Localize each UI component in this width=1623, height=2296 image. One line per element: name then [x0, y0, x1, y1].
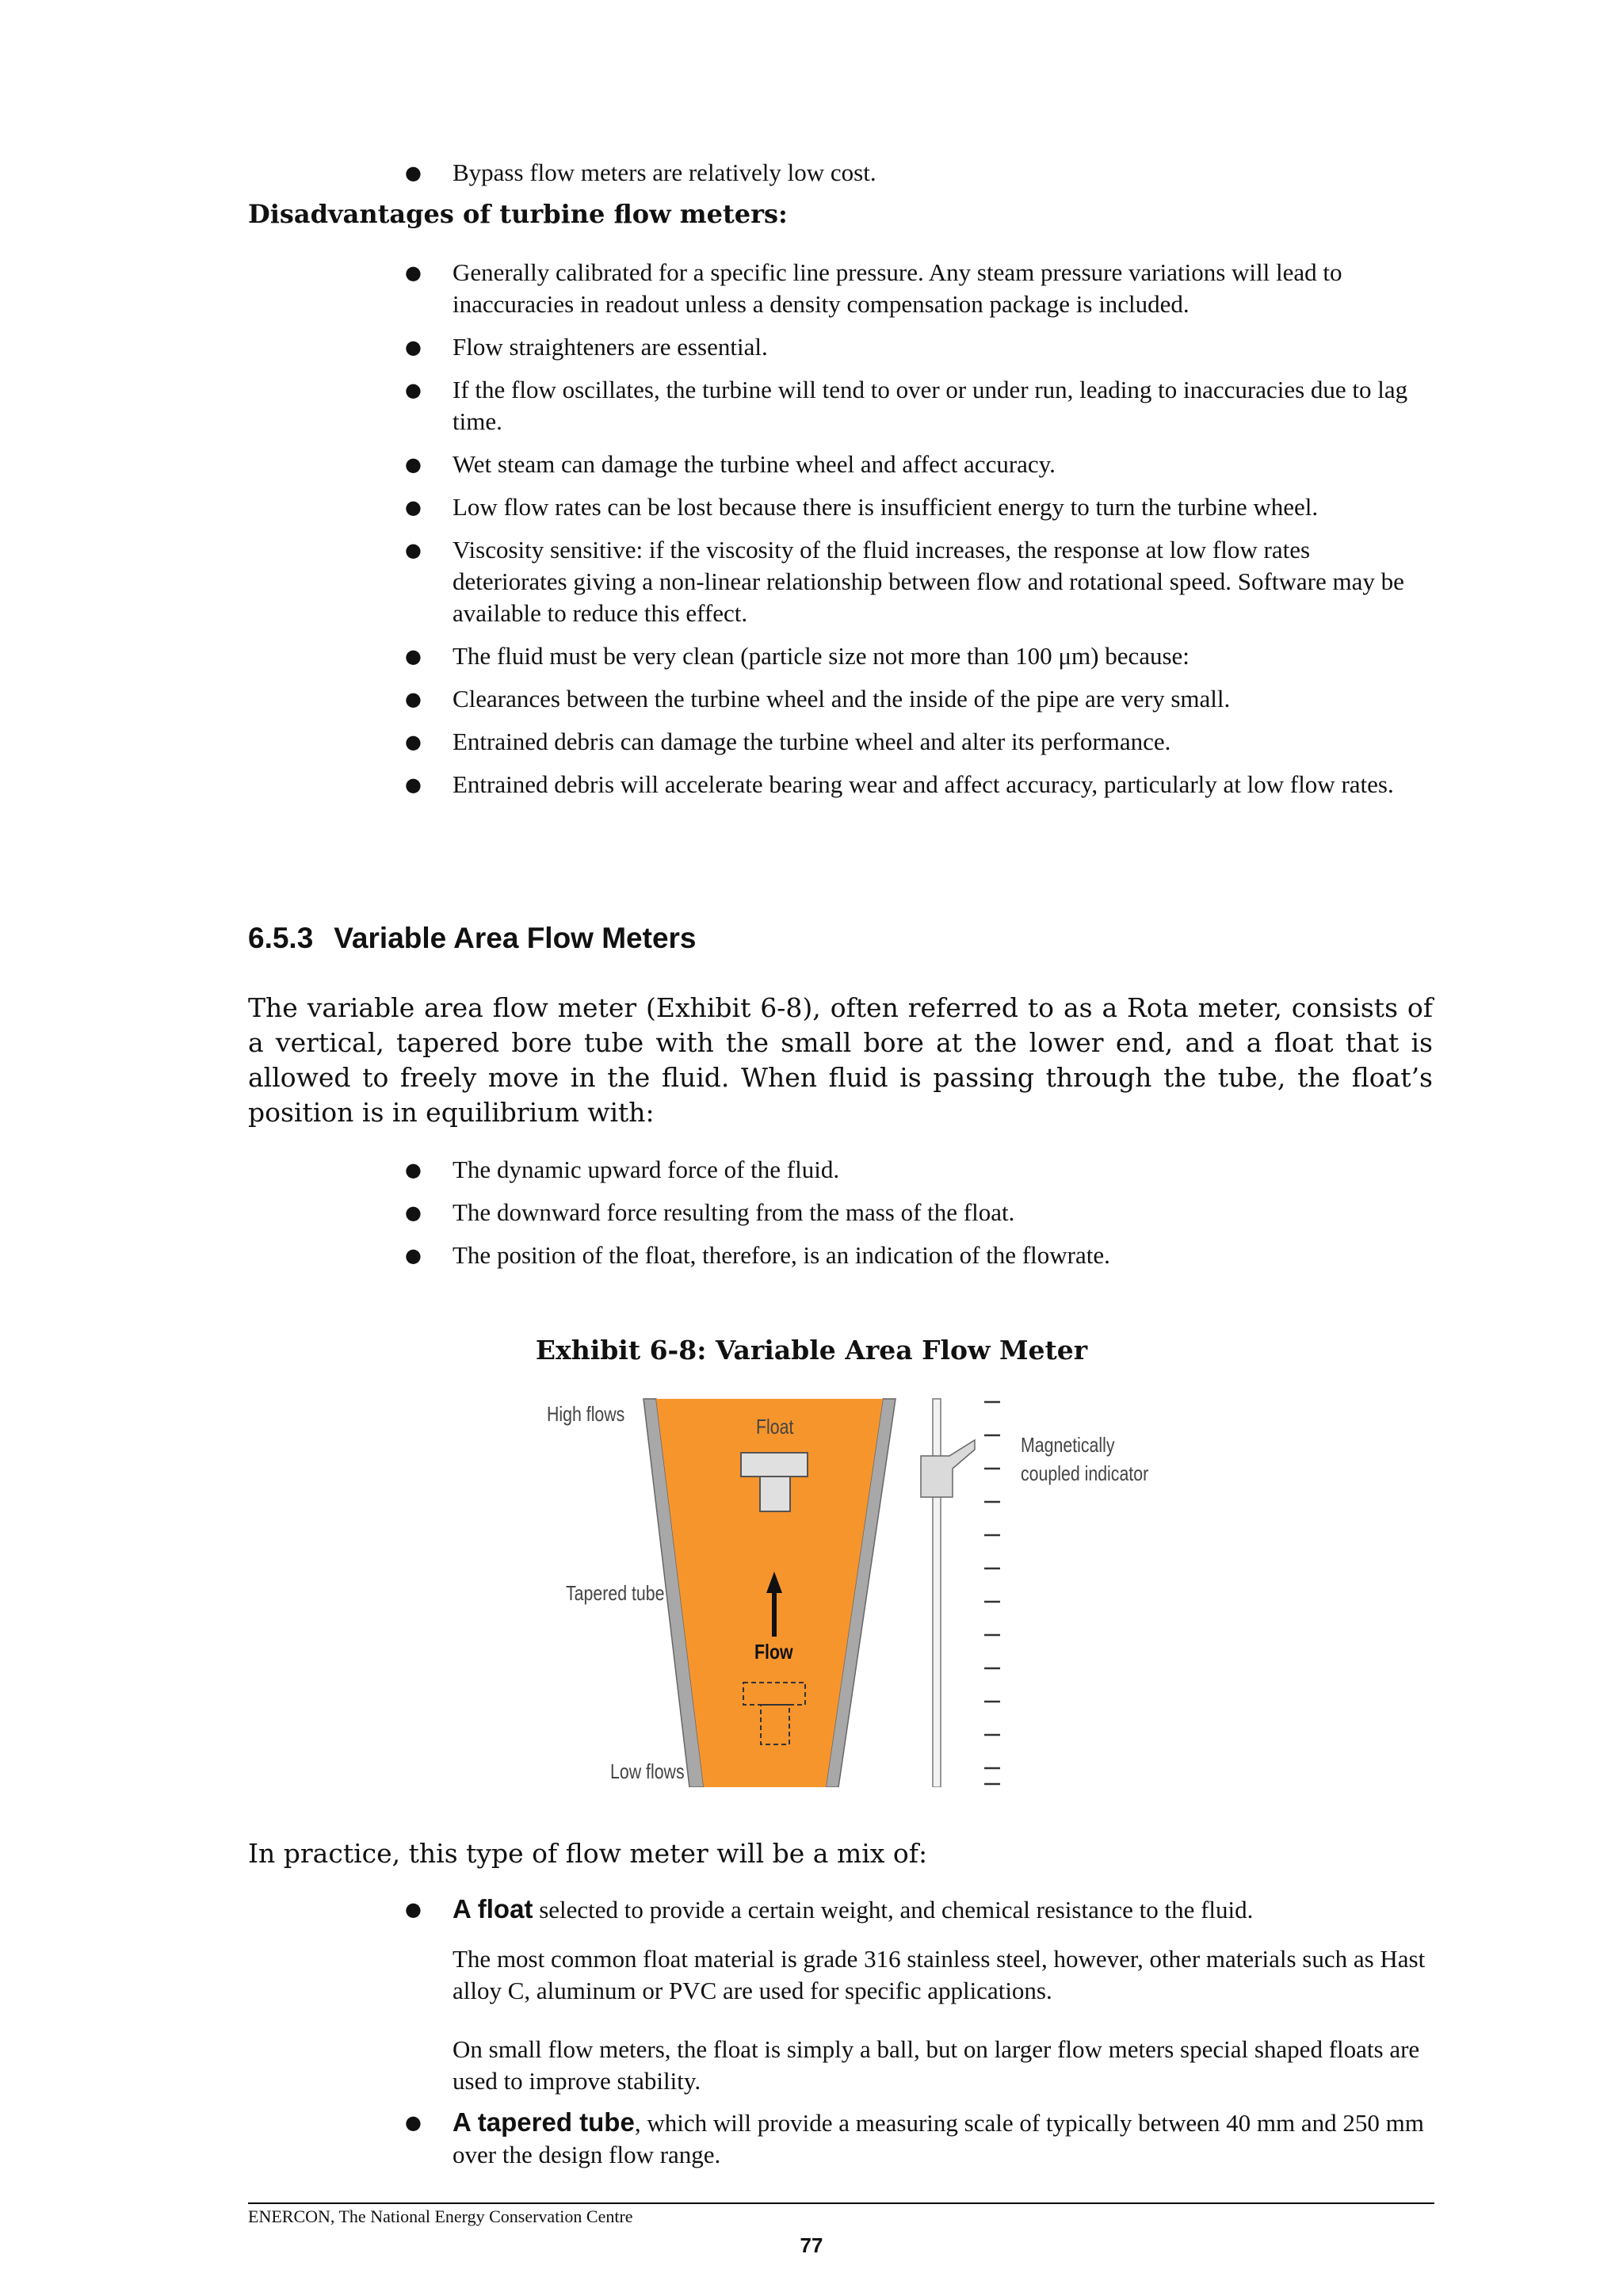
- label-high-flows: High flows: [547, 1402, 625, 1426]
- label-float: Float: [756, 1415, 794, 1438]
- page-number: 77: [800, 2233, 823, 2257]
- list-item: ● Bypass flow meters are relatively low cost.: [400, 157, 1430, 189]
- list-item: ● The position of the float, therefore, is an indication of the flowrate.: [400, 1240, 1430, 1271]
- list-item: ● Viscosity sensitive: if the viscosity of the fluid increases, the response at low flow rates deteriorates giving a non-linear relationship between flow and rotational speed. Software may be available to reduce this effect.: [405, 536, 1404, 627]
- float-sub-paragraph: The most common float material is grade 316 stainless steel, however, other materials such as Hast alloy C, aluminum or PVC are used for specific applications.: [453, 1945, 1426, 2004]
- advantages-tail-list: [400, 157, 1430, 200]
- list-item: ● Low flow rates can be lost because there is insufficient energy to turn the turbine wheel.: [400, 491, 1430, 523]
- bullet-icon: ●: [405, 1201, 422, 1224]
- label-low-flows: Low flows: [610, 1759, 685, 1783]
- scale-ticks: [984, 1402, 1000, 1784]
- section-heading: [248, 922, 697, 955]
- float-sub-paragraph: On small flow meters, the float is simply a ball, but on larger flow meters special shaped floats are used to improve stability.: [453, 2035, 1420, 2095]
- footer-rule: [248, 2202, 1434, 2204]
- float-keyword: A float: [453, 1894, 533, 1924]
- bullet-icon: ●: [405, 2111, 422, 2134]
- section-title: Variable Area Flow Meters: [334, 922, 697, 954]
- list-item: ● Wet steam can damage the turbine wheel and affect accuracy.: [400, 449, 1430, 480]
- tube-keyword: A tapered tube: [453, 2107, 635, 2137]
- bullet-icon: ●: [405, 645, 422, 667]
- list-item: ● Clearances between the turbine wheel and the inside of the pipe are very small.: [400, 683, 1430, 715]
- list-item: ● Generally calibrated for a specific line pressure. Any steam pressure variations will lead to inaccuracies in readout unless a density compensation package is included.: [405, 258, 1342, 318]
- disadvantages-list: [400, 257, 1430, 812]
- bullet-icon: ●: [405, 688, 422, 710]
- bullet-icon: ●: [405, 453, 422, 476]
- bullet-icon: ●: [405, 162, 422, 184]
- section-number: 6.5.3: [248, 922, 314, 954]
- footer-org: ENERCON, The National Energy Conservation Centre: [248, 2206, 633, 2226]
- label-flow: Flow: [754, 1640, 793, 1664]
- label-magnetic-line1: Magnetically: [1021, 1433, 1115, 1457]
- label-magnetic-line2: coupled indicator: [1021, 1461, 1149, 1485]
- list-item: ● A float selected to provide a certain weight, and chemical resistance to the fluid. The most common float material is grade 316 stainless steel, however, other materials such as Hast alloy C, aluminum or PVC are used for specific applications. On small flow meters, the float is simply a ball, but on larger flow meters special shaped floats are used to improve stability.: [400, 1893, 1430, 2097]
- bullet-icon: ●: [405, 336, 422, 358]
- bullet-icon: ●: [405, 539, 422, 561]
- list-item: ● A tapered tube, which will provide a measuring scale of typically between 40 mm and 250 mm over the design flow range.: [405, 2107, 1424, 2168]
- equilibrium-list: [400, 1154, 1430, 1282]
- list-item: ● The downward force resulting from the mass of the float.: [400, 1197, 1430, 1228]
- list-item: ● Entrained debris can damage the turbine wheel and alter its performance.: [400, 726, 1430, 758]
- list-item: ● The dynamic upward force of the fluid.: [400, 1154, 1430, 1186]
- list-item: ● If the flow oscillates, the turbine will tend to over or under run, leading to inaccuracies due to lag time.: [405, 376, 1408, 435]
- list-item: ● The fluid must be very clean (particle size not more than 100 μm) because:: [400, 640, 1430, 672]
- bullet-icon: ●: [405, 1244, 422, 1266]
- list-item: ● Entrained debris will accelerate bearing wear and affect accuracy, particularly at low flow rates.: [400, 769, 1430, 800]
- bullet-icon: ●: [405, 1159, 422, 1181]
- disadvantages-heading: Disadvantages of turbine flow meters:: [248, 199, 788, 229]
- magnetic-indicator: [921, 1440, 975, 1497]
- practice-list: [400, 1893, 1430, 2180]
- flow-meter-diagram: [547, 1391, 1149, 1787]
- bullet-icon: ●: [405, 496, 422, 518]
- section-intro-paragraph: The variable area flow meter (Exhibit 6-8), often referred to as a Rota meter, consists of a vertical, tapered bore tube with the small bore at the lower end, and a float that is allowed to freely move in the fluid. When fluid is passing through the tube, the float’s position is in equilibrium with:: [248, 992, 1433, 1128]
- figure-caption: Exhibit 6-8: Variable Area Flow Meter: [535, 1335, 1088, 1366]
- bullet-icon: ●: [405, 774, 422, 796]
- float-top: [741, 1453, 808, 1477]
- practice-intro: In practice, this type of flow meter will be a mix of:: [248, 1838, 928, 1869]
- label-tapered-tube: Tapered tube: [566, 1581, 665, 1605]
- float-stem: [760, 1477, 790, 1511]
- list-item: ● Flow straighteners are essential.: [400, 331, 1430, 363]
- bullet-icon: ●: [405, 731, 422, 753]
- bullet-icon: ●: [405, 262, 422, 284]
- bullet-icon: ●: [405, 1898, 422, 1920]
- bullet-icon: ●: [405, 379, 422, 401]
